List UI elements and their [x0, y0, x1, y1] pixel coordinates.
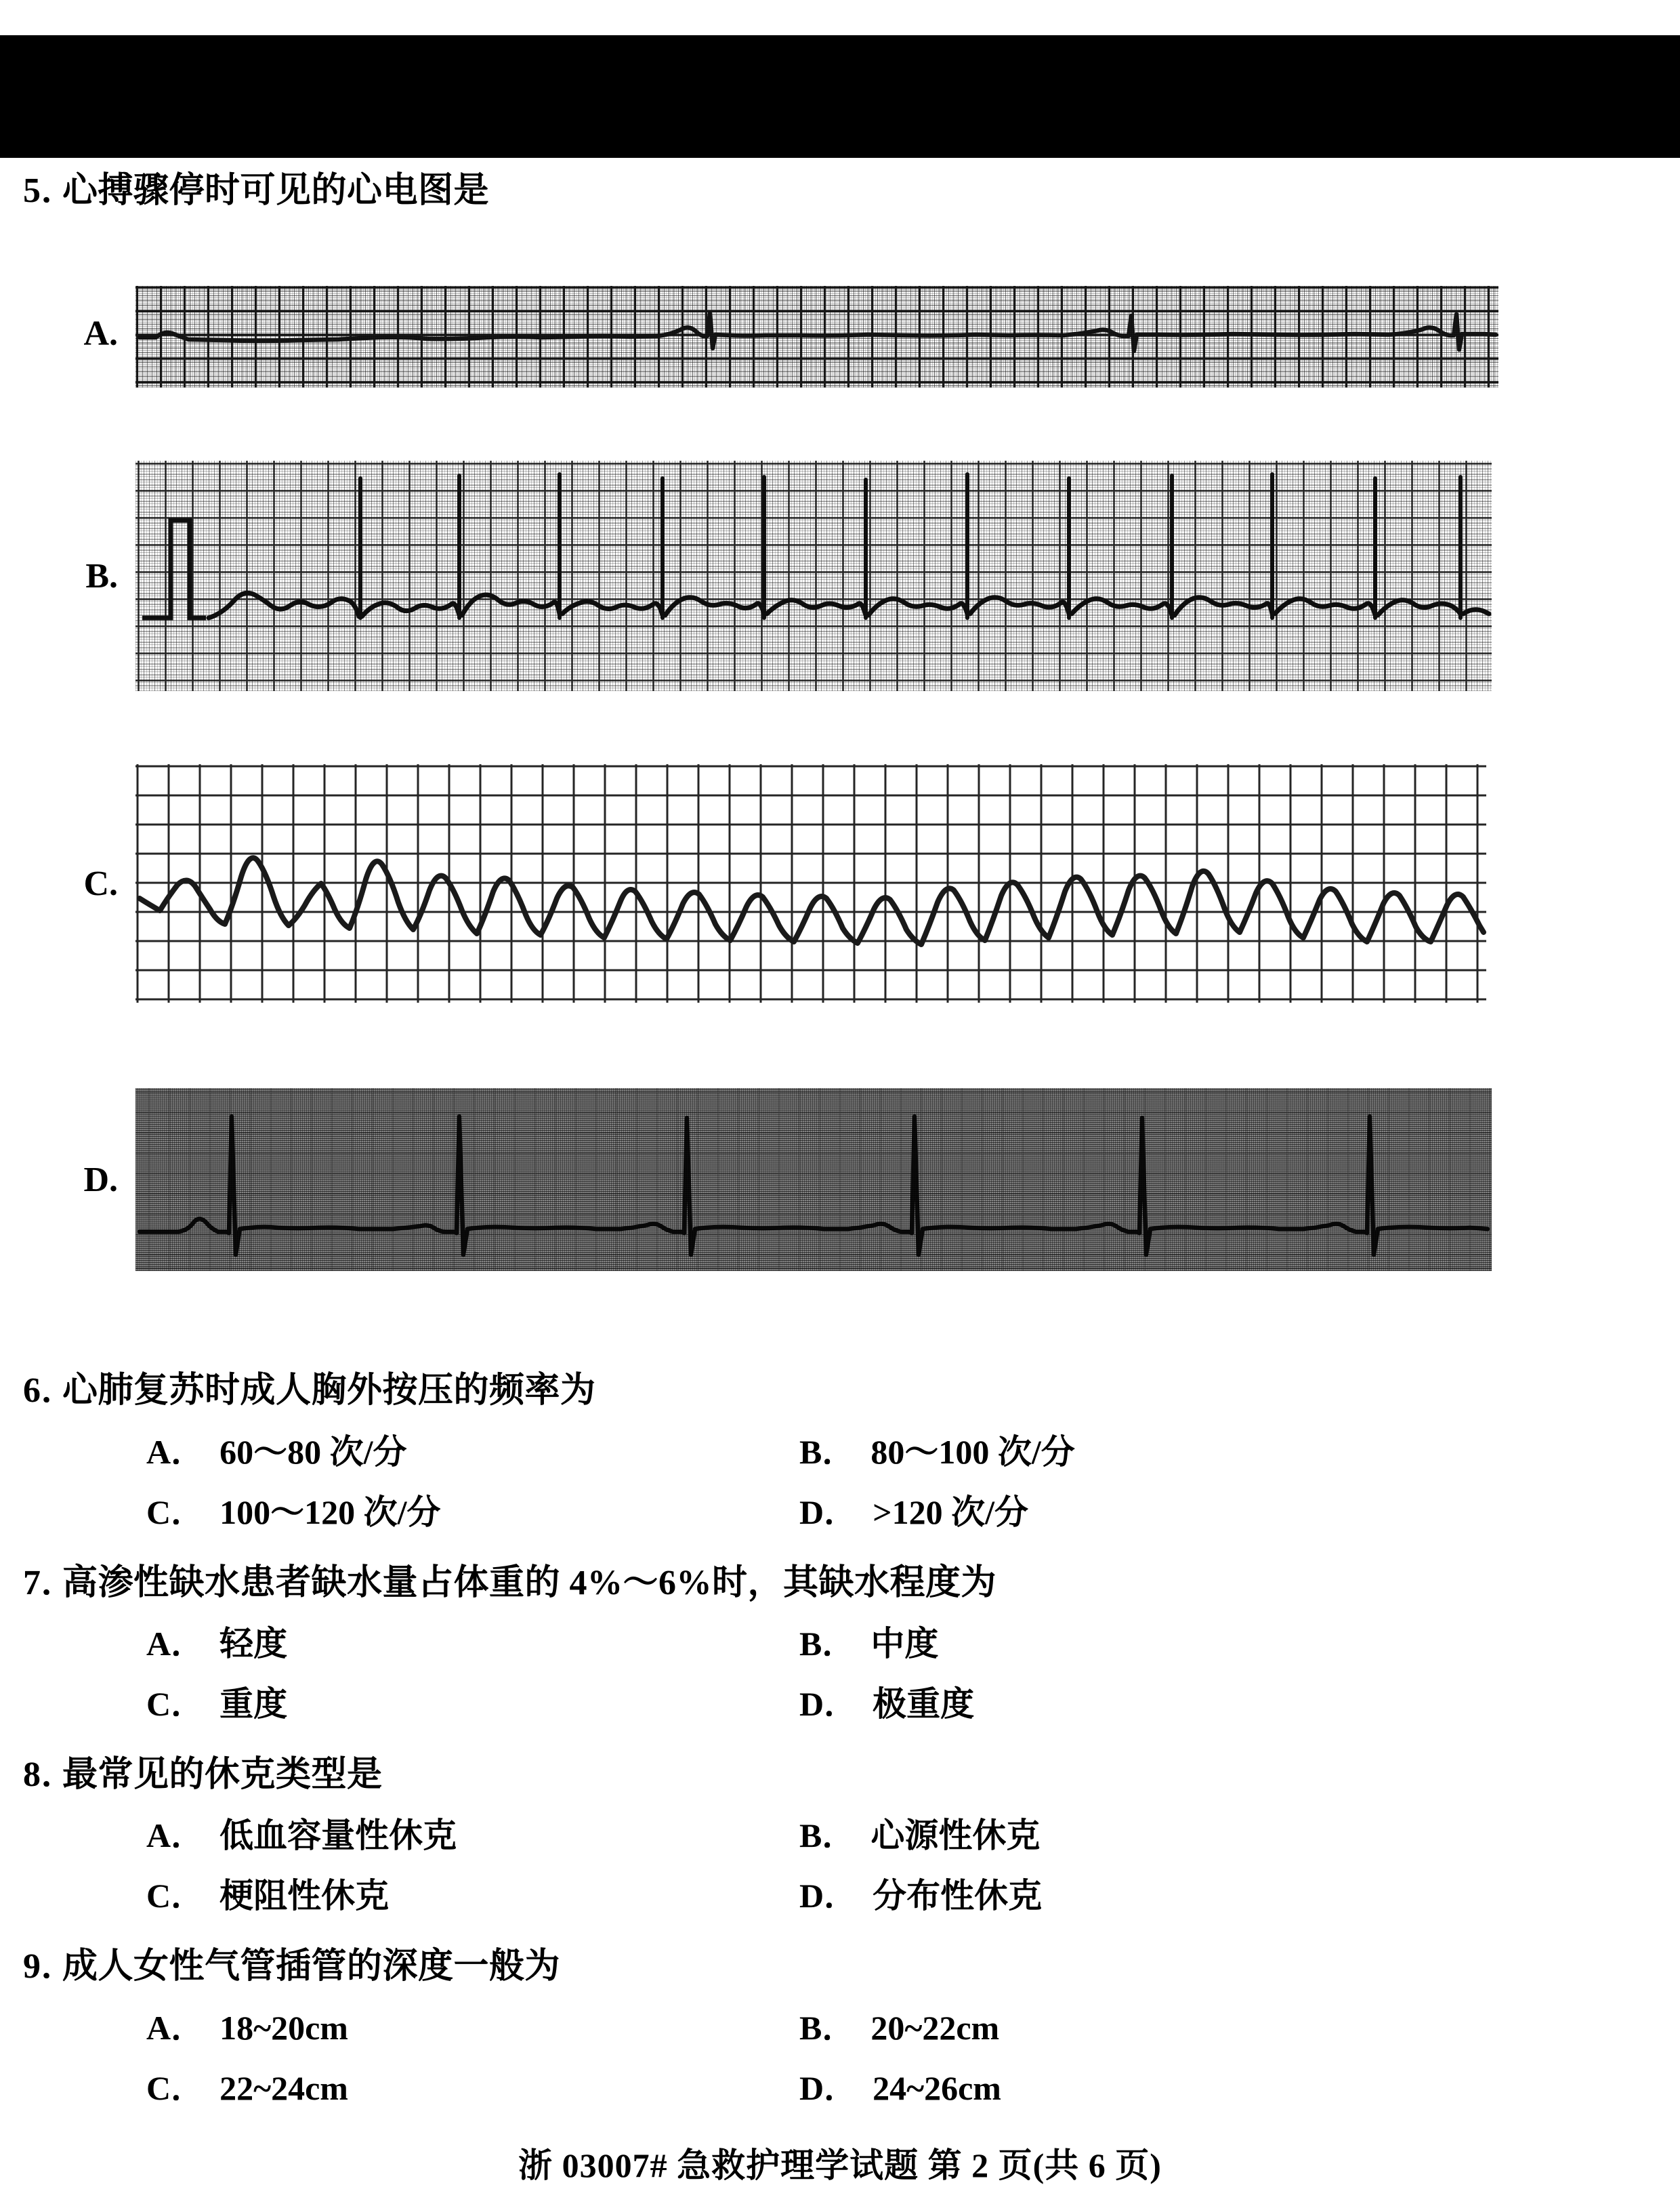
option-8-c-key: C． — [146, 1877, 205, 1915]
option-8-c-value: 梗阻性休克 — [219, 1877, 390, 1915]
option-7-c-key: C． — [146, 1685, 205, 1724]
option-7-d-key: D． — [799, 1685, 858, 1724]
option-8-a-key: A． — [146, 1816, 205, 1855]
option-9-b-value: 20~22cm — [870, 2008, 1000, 2047]
option-6-a[interactable] — [0, 1432, 759, 1472]
ecg-strip-sinus-rhythm — [135, 1088, 1492, 1271]
image-option-b[interactable] — [0, 461, 1680, 691]
option-6-d-value: >120 次/分 — [873, 1493, 1028, 1531]
image-option-c[interactable] — [0, 764, 1680, 1003]
scan-top-margin — [0, 0, 1680, 35]
option-9-c-key: C． — [146, 2068, 205, 2107]
option-6-b[interactable] — [759, 1432, 1504, 1472]
question-8 — [0, 1754, 1680, 1916]
scan-black-band — [0, 35, 1680, 158]
image-option-d-key: D. — [83, 1160, 118, 1199]
question-9-option-row-1 — [0, 2008, 1680, 2048]
question-9-line — [0, 1946, 1680, 1987]
option-7-c-value: 重度 — [219, 1685, 288, 1724]
question-9-option-row-2 — [0, 2068, 1680, 2108]
option-9-d-key: D． — [799, 2068, 858, 2107]
question-7-number: 7． — [23, 1563, 77, 1602]
option-8-d-key: D． — [799, 1877, 858, 1915]
option-9-b[interactable] — [759, 2008, 1504, 2048]
question-5-number: 5． — [23, 171, 77, 210]
option-6-b-key: B． — [799, 1432, 856, 1471]
option-9-a-key: A． — [146, 2008, 205, 2047]
question-6-number: 6． — [23, 1371, 77, 1411]
question-6-line — [0, 1370, 1680, 1411]
option-9-b-key: B． — [799, 2008, 856, 2047]
option-7-a-key: A． — [146, 1625, 205, 1663]
option-6-c-key: C． — [146, 1493, 205, 1531]
option-9-d[interactable] — [759, 2068, 1504, 2108]
option-7-b-value: 中度 — [870, 1625, 939, 1663]
page-footer: 浙 03007# 急救护理学试题 第 2 页(共 6 页) — [518, 2146, 1162, 2184]
image-option-a[interactable] — [0, 279, 1680, 388]
option-6-a-value: 60～80 次/分 — [219, 1432, 407, 1471]
option-6-b-value: 80～100 次/分 — [870, 1432, 1075, 1471]
question-6-text: 心肺复苏时成人胸外按压的频率为 — [62, 1371, 596, 1411]
question-5-line — [0, 170, 1680, 211]
question-8-option-row-1 — [0, 1816, 1680, 1856]
image-option-b-key: B. — [85, 556, 118, 596]
option-6-c-value: 100～120 次/分 — [219, 1493, 441, 1531]
option-8-b[interactable] — [759, 1816, 1504, 1856]
option-7-d[interactable] — [759, 1684, 1504, 1724]
option-9-a-value: 18~20cm — [219, 2008, 348, 2047]
option-8-c[interactable] — [0, 1876, 759, 1916]
option-8-b-value: 心源性休克 — [870, 1816, 1041, 1855]
option-9-c[interactable] — [0, 2068, 759, 2108]
image-option-a-key: A. — [83, 314, 118, 353]
question-8-text: 最常见的休克类型是 — [62, 1755, 383, 1795]
option-7-b-key: B． — [799, 1625, 856, 1663]
option-8-b-key: B． — [799, 1816, 856, 1855]
question-8-line — [0, 1754, 1680, 1795]
question-8-number: 8． — [23, 1755, 77, 1795]
question-6 — [0, 1370, 1680, 1532]
option-8-d[interactable] — [759, 1876, 1504, 1916]
image-option-d[interactable] — [0, 1088, 1680, 1271]
option-8-a-value: 低血容量性休克 — [219, 1816, 457, 1855]
ecg-asystole-svg — [135, 286, 1498, 388]
ecg-vf-svg — [135, 764, 1486, 1003]
option-6-c[interactable] — [0, 1493, 759, 1533]
question-9 — [0, 1946, 1680, 2108]
option-6-d-key: D． — [799, 1493, 858, 1531]
question-7-option-row-1 — [0, 1624, 1680, 1664]
ecg-strip-ventricular-tachycardia — [135, 461, 1492, 691]
question-6-option-row-1 — [0, 1432, 1680, 1472]
question-7-line — [0, 1562, 1680, 1604]
option-7-a[interactable] — [0, 1624, 759, 1664]
option-7-c[interactable] — [0, 1684, 759, 1724]
option-9-a[interactable] — [0, 2008, 759, 2048]
question-9-text: 成人女性气管插管的深度一般为 — [62, 1947, 561, 1986]
image-option-c-key: C. — [83, 864, 118, 903]
option-6-a-key: A． — [146, 1432, 205, 1471]
option-6-d[interactable] — [759, 1493, 1504, 1533]
option-9-c-value: 22~24cm — [219, 2068, 348, 2107]
option-7-d-value: 极重度 — [873, 1685, 975, 1724]
ecg-strip-asystole — [135, 286, 1498, 388]
question-7-option-row-2 — [0, 1684, 1680, 1724]
question-7 — [0, 1562, 1680, 1724]
exam-page — [0, 158, 1680, 2184]
question-7-text: 高渗性缺水患者缺水量占体重的 4%～6%时，其缺水程度为 — [62, 1563, 997, 1602]
ecg-vt-svg — [135, 461, 1492, 691]
question-6-option-row-2 — [0, 1493, 1680, 1533]
question-5-text: 心搏骤停时可见的心电图是 — [62, 171, 490, 210]
ecg-strip-ventricular-fibrillation — [135, 764, 1486, 1003]
question-5 — [0, 158, 1680, 1271]
option-8-a[interactable] — [0, 1816, 759, 1856]
question-5-image-options — [0, 279, 1680, 1271]
option-7-a-value: 轻度 — [219, 1625, 288, 1663]
question-9-number: 9． — [23, 1947, 77, 1986]
ecg-sinus-svg — [135, 1088, 1492, 1271]
option-9-d-value: 24~26cm — [873, 2068, 1001, 2107]
question-8-option-row-2 — [0, 1876, 1680, 1916]
option-8-d-value: 分布性休克 — [873, 1877, 1043, 1915]
option-7-b[interactable] — [759, 1624, 1504, 1664]
